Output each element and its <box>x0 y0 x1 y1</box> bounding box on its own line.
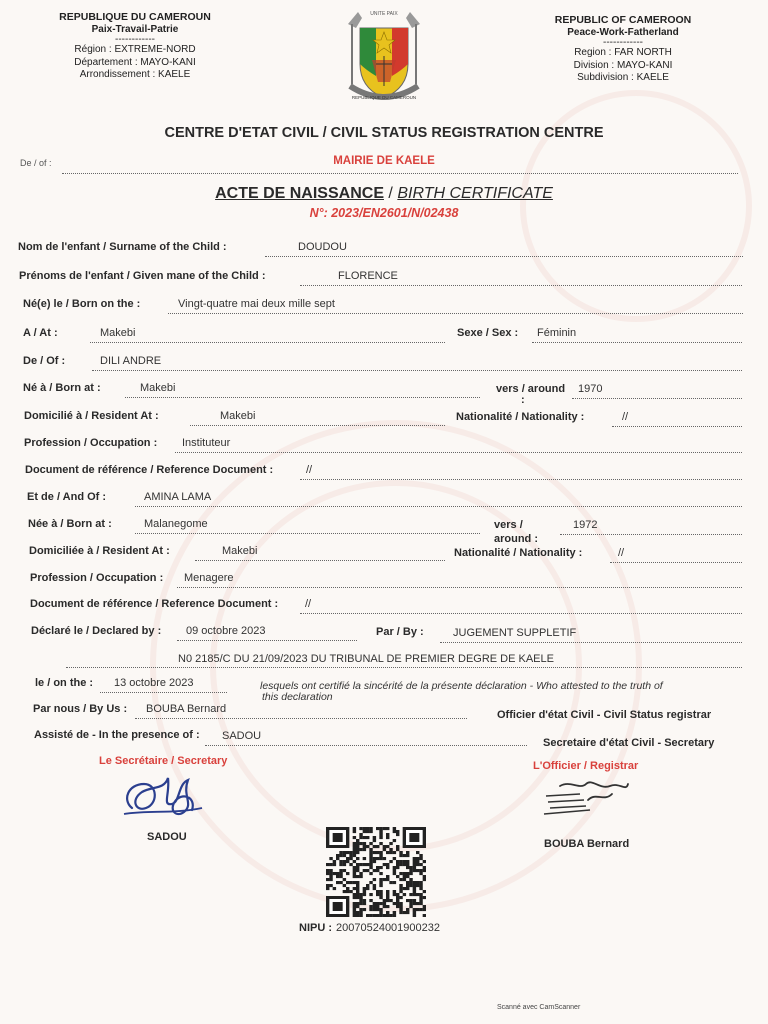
camscanner-watermark: Scanné avec CamScanner <box>497 1004 581 1011</box>
dotted-line <box>205 745 527 746</box>
father-nationality-label: Nationalité / Nationality : <box>456 411 585 423</box>
mother-born-label: Née à / Born at : <box>28 518 112 530</box>
mother-document-label: Document de référence / Reference Document : <box>30 598 279 610</box>
dotted-line <box>190 425 445 426</box>
dotted-line <box>135 506 742 507</box>
surname-value: DOUDOU <box>298 241 347 253</box>
mother-occupation-label: Profession / Occupation : <box>30 572 164 584</box>
mother-label: Et de / And Of : <box>27 491 107 503</box>
qr-code <box>326 827 426 917</box>
header-sep: ------------ <box>115 34 155 45</box>
cameroon-emblem <box>328 6 440 106</box>
attestation-text-2: this declaration <box>262 691 333 703</box>
judgement-reference: N0 2185/C DU 21/09/2023 DU TRIBUNAL DE PREMIER DEGRE DE KAELE <box>178 653 554 665</box>
acte-title <box>0 185 768 203</box>
dotted-line <box>440 642 742 643</box>
dotted-line <box>62 173 738 174</box>
header-left <box>40 11 230 82</box>
secretary-name: SADOU <box>147 831 187 843</box>
dotted-line <box>168 313 743 314</box>
mother-born-value: Malanegome <box>144 518 208 530</box>
acte-title-en: BIRTH CERTIFICATE <box>397 185 553 202</box>
father-label: De / Of : <box>23 355 66 367</box>
father-around-value: 1970 <box>578 383 603 395</box>
nipu-label: NIPU : <box>299 922 332 934</box>
dotted-line <box>612 426 742 427</box>
dotted-line <box>195 560 445 561</box>
mother-resident-label: Domiciliée à / Resident At : <box>29 545 170 557</box>
attestation-text: lesquels ont certifié la sincérité de la présente déclaration - Who attested to the truth of <box>260 680 663 692</box>
by-us-value: BOUBA Bernard <box>146 703 227 715</box>
acte-title-fr: ACTE DE NAISSANCE <box>215 185 384 202</box>
acte-title-sep: / <box>383 185 398 202</box>
dotted-line <box>300 285 742 286</box>
assisted-value: SADOU <box>222 730 262 742</box>
dotted-line <box>135 718 467 719</box>
nipu-value: 20070524001900232 <box>336 922 441 934</box>
acte-number: N°: 2023/EN2601/N/02438 <box>309 206 459 220</box>
secretary-signature-title: Le Secrétaire / Secretary <box>99 755 228 767</box>
on-the-value: 13 octobre 2023 <box>114 677 194 689</box>
declared-label: Déclaré le / Declared by : <box>31 625 162 637</box>
dotted-line <box>300 479 742 480</box>
dotted-line <box>66 667 742 668</box>
dotted-line <box>125 397 480 398</box>
at-label: A / At : <box>23 327 58 339</box>
father-born-label: Né à / Born at : <box>23 382 101 394</box>
republic-fr: REPUBLIQUE DU CAMEROUN <box>59 11 211 23</box>
secretary-signature <box>118 770 208 826</box>
departement-fr: Département : MAYO-KANI <box>74 56 196 68</box>
dotted-line <box>92 370 742 371</box>
registrar-signature <box>540 776 632 824</box>
born-on-label: Né(e) le / Born on the : <box>23 298 141 310</box>
motto-en: Peace-Work-Fatherland <box>567 26 679 38</box>
registrar-name: BOUBA Bernard <box>544 838 630 850</box>
sex-value: Féminin <box>537 327 577 339</box>
father-occupation-label: Profession / Occupation : <box>24 437 158 449</box>
mother-resident-value: Makebi <box>222 545 258 557</box>
division-en: Division : MAYO-KANI <box>573 59 673 71</box>
dotted-line <box>532 342 742 343</box>
coat-of-arms-icon <box>328 6 440 106</box>
secretary-title: Secretaire d'état Civil - Secretary <box>543 737 715 749</box>
dotted-line <box>175 452 742 453</box>
arrondissement-fr: Arrondissement : KAELE <box>79 69 191 80</box>
mother-name: AMINA LAMA <box>144 491 212 503</box>
subdivision-en: Subdivision : KAELE <box>577 72 669 83</box>
region-fr: Région : EXTREME-NORD <box>74 44 196 55</box>
mother-around-label-en: around : <box>494 533 538 545</box>
dotted-line <box>560 534 742 535</box>
dotted-line <box>100 692 227 693</box>
mother-around-value: 1972 <box>573 519 598 531</box>
father-occupation-value: Instituteur <box>182 437 231 449</box>
registrar-title: Officier d'état Civil - Civil Status registrar <box>497 709 712 721</box>
father-name: DILI ANDRE <box>100 355 162 367</box>
de-of-label: De / of : <box>20 158 52 168</box>
mairie-name: MAIRIE DE KAELE <box>333 155 435 167</box>
svg-text:REPUBLIQUE DU CAMEROUN: REPUBLIQUE DU CAMEROUN <box>351 95 417 100</box>
on-the-label: le / on the : <box>35 677 94 689</box>
by-us-label: Par nous / By Us : <box>33 703 128 715</box>
dotted-line <box>135 533 480 534</box>
registrar-signature-title: L'Officier / Registrar <box>533 760 639 772</box>
mother-around-label: vers / <box>494 519 523 531</box>
at-value: Makebi <box>100 327 136 339</box>
father-around-colon: : <box>521 394 525 406</box>
given-name-value: FLORENCE <box>338 270 398 282</box>
father-resident-label: Domicilié à / Resident At : <box>24 410 159 422</box>
motto-fr: Paix-Travail-Patrie <box>91 23 179 35</box>
dotted-line <box>90 342 445 343</box>
assisted-label: Assisté de - In the presence of : <box>34 729 200 741</box>
father-born-value: Makebi <box>140 382 176 394</box>
region-en: Region : FAR NORTH <box>574 47 672 58</box>
mother-occupation-value: Menagere <box>184 572 234 584</box>
mother-document-value: // <box>305 598 312 610</box>
mother-nationality-label: Nationalité / Nationality : <box>454 547 583 559</box>
by-value: JUGEMENT SUPPLETIF <box>453 627 577 639</box>
father-resident-value: Makebi <box>220 410 256 422</box>
svg-text:UNITE PAIX: UNITE PAIX <box>370 11 398 17</box>
header-sep-right: ------------ <box>603 37 643 48</box>
by-label: Par / By : <box>376 626 424 638</box>
born-on-value: Vingt-quatre mai deux mille sept <box>178 298 335 310</box>
header-right <box>528 14 718 85</box>
sex-label: Sexe / Sex : <box>457 327 519 339</box>
given-name-label: Prénoms de l'enfant / Given mane of the Child : <box>19 270 266 282</box>
dotted-line <box>265 256 743 257</box>
surname-label: Nom de l'enfant / Surname of the Child : <box>18 241 227 253</box>
declared-value: 09 octobre 2023 <box>186 625 266 637</box>
republic-en: REPUBLIC OF CAMEROON <box>554 14 692 26</box>
dotted-line <box>177 640 357 641</box>
dotted-line <box>300 613 742 614</box>
father-document-label: Document de référence / Reference Document : <box>25 464 274 476</box>
dotted-line <box>610 562 742 563</box>
mother-nationality-value: // <box>618 547 625 559</box>
dotted-line <box>177 587 742 588</box>
father-around-label: vers / around <box>496 383 566 395</box>
father-document-value: // <box>306 464 313 476</box>
father-nationality-value: // <box>622 411 629 423</box>
dotted-line <box>572 398 742 399</box>
centre-title: CENTRE D'ETAT CIVIL / CIVIL STATUS REGISTRATION CENTRE <box>164 125 604 141</box>
